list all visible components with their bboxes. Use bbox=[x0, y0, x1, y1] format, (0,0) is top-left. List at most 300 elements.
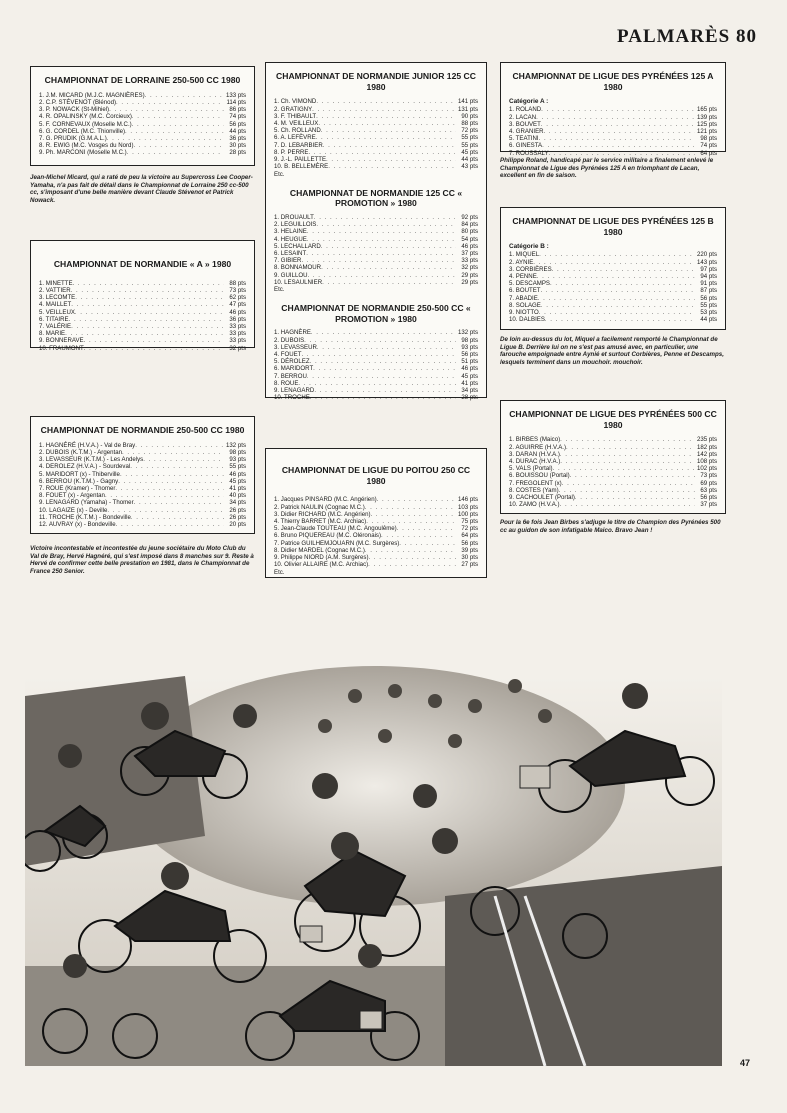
rider-name: 9. BONNERAVE bbox=[39, 337, 84, 345]
rider-points: 73 pts bbox=[700, 472, 717, 480]
rider-points: 44 pts bbox=[461, 156, 478, 164]
dot-leader bbox=[75, 309, 224, 316]
dot-leader bbox=[570, 472, 695, 479]
dot-leader bbox=[308, 272, 456, 279]
rider-points: 88 pts bbox=[461, 120, 478, 128]
rider-points: 98 pts bbox=[700, 135, 717, 143]
standings-row bbox=[509, 436, 717, 443]
standings-row bbox=[274, 106, 478, 113]
dot-leader bbox=[65, 330, 224, 337]
rider-name: 10. Olivier ALLAIRE (M.C. Archiac) bbox=[274, 561, 369, 569]
pyr125a-caption: Philippe Roland, handicapé par le service militaire a finalement enlevé le Championnat de Ligue des Pyrénées 125 A en triomphant de Lacan, excellent en fin de saison. bbox=[500, 157, 714, 180]
standings-row bbox=[39, 456, 246, 463]
dot-leader bbox=[109, 106, 224, 113]
dot-leader bbox=[312, 106, 456, 113]
standings-row bbox=[509, 150, 717, 157]
rider-name: 1. MINETTE bbox=[39, 279, 73, 287]
pyr125a-title: CHAMPIONNAT DE LIGUE DES PYRÉNÉES 125 A 1980 bbox=[512, 71, 714, 92]
rider-name: 2. AGUIRRE (H.V.A.) bbox=[509, 443, 567, 451]
rider-points: 80 pts bbox=[461, 228, 478, 236]
rider-points: 86 pts bbox=[229, 106, 246, 114]
rider-points: 47 pts bbox=[229, 301, 246, 309]
rider-name: 4. GRANIER bbox=[509, 128, 544, 136]
rider-name: 6. BERROU (K.T.M.) - Gagny bbox=[39, 477, 119, 485]
rider-name: 10. ZAMO (H.V.A.) bbox=[509, 501, 560, 509]
rider-name: 6. TITAIRE bbox=[39, 315, 69, 323]
rider-name: 3. LECOMTE bbox=[39, 294, 76, 302]
dot-leader bbox=[365, 504, 456, 511]
dot-leader bbox=[321, 127, 456, 134]
dot-leader bbox=[316, 98, 456, 105]
standings-row bbox=[39, 449, 246, 456]
standings-row bbox=[274, 365, 478, 372]
rider-name: 3. BOUVET bbox=[509, 120, 541, 128]
rider-name: 5. TEATINI bbox=[509, 135, 539, 143]
standings-row bbox=[274, 394, 478, 401]
standings-row bbox=[274, 547, 478, 554]
dot-leader bbox=[71, 323, 224, 330]
standings-row bbox=[274, 120, 478, 127]
rider-name: 10. LESAULNIER bbox=[274, 278, 323, 286]
rider-points: 44 pts bbox=[700, 316, 717, 324]
rider-name: 8. R. EWIG (M.C. Vosges du Nord) bbox=[39, 142, 134, 150]
dot-leader bbox=[560, 436, 695, 443]
dot-leader bbox=[131, 514, 224, 521]
rider-name: 4. Thierry BARRET (M.C. Archiac) bbox=[274, 518, 367, 526]
rider-name: 2. VATTIER bbox=[39, 286, 71, 294]
rider-points: 55 pts bbox=[229, 463, 246, 471]
rider-name: 6. BOUTET bbox=[509, 287, 541, 295]
rider-points: 56 pts bbox=[229, 120, 246, 128]
rider-name: 8. Didier MARDEL (Cognac M.C.) bbox=[274, 546, 365, 554]
rider-name: 7. ROUSSALY bbox=[509, 149, 549, 157]
normandie-junior-title: CHAMPIONNAT DE NORMANDIE JUNIOR 125 CC 1980 bbox=[276, 71, 476, 92]
rider-name: 5. Ch. ROLLAND bbox=[274, 127, 321, 135]
standings-row bbox=[39, 309, 246, 316]
rider-points: 33 pts bbox=[229, 330, 246, 338]
pyr500-title: CHAMPIONNAT DE LIGUE DES PYRÉNÉES 500 CC 1980 bbox=[509, 409, 717, 430]
standings-row bbox=[39, 280, 246, 287]
rider-name: 3. LEVASSEUR (K.T.M.) - Les Andelys bbox=[39, 456, 144, 464]
dot-leader bbox=[84, 345, 224, 352]
rider-name: 5. VALS (Portal) bbox=[509, 465, 553, 473]
rider-points: 37 pts bbox=[461, 249, 478, 257]
dot-leader bbox=[122, 449, 224, 456]
rider-points: 182 pts bbox=[697, 443, 717, 451]
dot-leader bbox=[560, 458, 695, 465]
dot-leader bbox=[71, 301, 224, 308]
rider-name: 7. GIBIER bbox=[274, 257, 302, 265]
rider-name: 7. ABADIE bbox=[509, 294, 538, 302]
standings-row bbox=[39, 287, 246, 294]
dot-leader bbox=[69, 316, 224, 323]
rider-points: 28 pts bbox=[229, 149, 246, 157]
rider-name: 6. Bruno PIQUEREAU (M.C. Oléronais) bbox=[274, 532, 382, 540]
standings-row bbox=[509, 251, 717, 258]
rider-points: 114 pts bbox=[226, 98, 246, 106]
dot-leader bbox=[75, 294, 224, 301]
rider-points: 63 pts bbox=[700, 486, 717, 494]
standings-row bbox=[274, 163, 478, 170]
dot-leader bbox=[371, 511, 456, 518]
rider-points: 103 pts bbox=[458, 503, 478, 511]
dot-leader bbox=[310, 394, 456, 401]
standings-row bbox=[274, 98, 478, 105]
standings-row bbox=[39, 128, 246, 135]
dot-leader bbox=[544, 128, 695, 135]
dot-leader bbox=[552, 266, 695, 273]
rider-name: 1. HAGNÉRÉ (H.V.A.) - Val de Bray bbox=[39, 441, 136, 449]
standings-row bbox=[39, 471, 246, 478]
dot-leader bbox=[127, 149, 224, 156]
normandie-250-rows bbox=[39, 442, 246, 528]
dot-leader bbox=[559, 487, 695, 494]
dot-leader bbox=[537, 273, 695, 280]
dot-leader bbox=[145, 92, 224, 99]
rider-name: 8. MARIE bbox=[39, 330, 66, 338]
rider-name: 3. LEVASSEUR bbox=[274, 343, 317, 351]
standings-row bbox=[509, 287, 717, 294]
rider-points: 88 pts bbox=[229, 279, 246, 287]
rider-points: 56 pts bbox=[700, 294, 717, 302]
rider-points: 72 pts bbox=[461, 525, 478, 533]
rider-name: 10. FRAUMONT bbox=[39, 344, 84, 352]
standings-row bbox=[509, 273, 717, 280]
dot-leader bbox=[120, 471, 224, 478]
dot-leader bbox=[328, 163, 456, 170]
rider-name: 3. Didier RICHARD (M.C. Angérien) bbox=[274, 510, 371, 518]
standings-row bbox=[509, 259, 717, 266]
rider-points: 64 pts bbox=[461, 532, 478, 540]
dot-leader bbox=[107, 135, 224, 142]
standings-row bbox=[509, 444, 717, 451]
dot-leader bbox=[316, 221, 456, 228]
standings-row bbox=[274, 214, 478, 221]
dot-leader bbox=[539, 309, 695, 316]
rider-points: 28 pts bbox=[461, 394, 478, 402]
dot-leader bbox=[134, 499, 224, 506]
rider-points: 98 pts bbox=[461, 336, 478, 344]
rider-name: 6. LESAINT bbox=[274, 249, 307, 257]
dot-leader bbox=[541, 287, 696, 294]
standings-row bbox=[274, 134, 478, 141]
standings-row bbox=[274, 344, 478, 351]
standings-row bbox=[39, 323, 246, 330]
rider-points: 125 pts bbox=[697, 120, 717, 128]
rider-points: 26 pts bbox=[229, 513, 246, 521]
rider-name: 5. Jean-Claude TOUTEAU (M.C. Angoulême) bbox=[274, 525, 397, 533]
standings-row bbox=[274, 504, 478, 511]
dot-leader bbox=[304, 337, 456, 344]
rider-points: 33 pts bbox=[229, 337, 246, 345]
normandie-junior-table bbox=[265, 62, 487, 402]
standings-row bbox=[39, 92, 246, 99]
standings-row bbox=[39, 442, 246, 449]
standings-row bbox=[509, 128, 717, 135]
rider-points: 45 pts bbox=[461, 148, 478, 156]
standings-row bbox=[509, 451, 717, 458]
standings-row bbox=[274, 156, 478, 163]
dot-leader bbox=[135, 442, 224, 449]
rider-points: 100 pts bbox=[458, 510, 478, 518]
dot-leader bbox=[542, 142, 695, 149]
standings-row bbox=[274, 561, 478, 568]
standings-row bbox=[39, 135, 246, 142]
standings-row bbox=[274, 380, 478, 387]
rider-points: 91 pts bbox=[700, 280, 717, 288]
standings-row bbox=[39, 316, 246, 323]
lorraine-rows bbox=[39, 92, 246, 157]
standings-row bbox=[509, 487, 717, 494]
rider-points: 46 pts bbox=[461, 242, 478, 250]
dot-leader bbox=[566, 444, 695, 451]
standings-row bbox=[509, 501, 717, 508]
normandie-a-title: CHAMPIONNAT DE NORMANDIE « A » 1980 bbox=[53, 259, 232, 269]
dot-leader bbox=[536, 114, 695, 121]
standings-row bbox=[509, 316, 717, 323]
standings-row bbox=[39, 485, 246, 492]
rider-points: 34 pts bbox=[229, 499, 246, 507]
dot-leader bbox=[107, 507, 224, 514]
rider-name: 8. BONNAMOUR bbox=[274, 264, 322, 272]
pyr125b-category: Catégorie B : bbox=[509, 243, 549, 251]
poitou-rows bbox=[274, 496, 478, 568]
dot-leader bbox=[322, 279, 456, 286]
dot-leader bbox=[301, 257, 456, 264]
rider-points: 45 pts bbox=[461, 372, 478, 380]
standings-row bbox=[509, 121, 717, 128]
rider-name: 7. Patrice GUILHEMJOUARN (M.C. Surgères) bbox=[274, 539, 400, 547]
normandie-250-caption: Victoire incontestable et incontestée du jeune sociétaire du Moto Club du Val de Bray, Hervé Hagnéré, qui s'est imposé dans 8 manches sur 9. Reste à Hervé de confirmer cette belle prestation en 1981, dans le Championnat de France 250 Senior. bbox=[30, 545, 254, 575]
rider-name: 8. COSTES (Yam) bbox=[509, 486, 559, 494]
rider-points: 33 pts bbox=[229, 322, 246, 330]
promo250-title: CHAMPIONNAT DE NORMANDIE 250-500 CC « PROMOTION » 1980 bbox=[281, 303, 471, 324]
rider-name: 10. LAGAIZE (x) - Deville bbox=[39, 506, 108, 514]
rider-points: 94 pts bbox=[700, 273, 717, 281]
standings-row bbox=[509, 494, 717, 501]
rider-points: 93 pts bbox=[461, 343, 478, 351]
rider-points: 36 pts bbox=[229, 134, 246, 142]
motocross-photo-collage bbox=[25, 636, 722, 1066]
rider-points: 56 pts bbox=[461, 351, 478, 359]
rider-points: 41 pts bbox=[229, 484, 246, 492]
dot-leader bbox=[125, 128, 224, 135]
pyr125a-category: Catégorie A : bbox=[509, 98, 549, 106]
standings-row bbox=[274, 532, 478, 539]
rider-points: 75 pts bbox=[461, 518, 478, 526]
standings-row bbox=[509, 480, 717, 487]
dot-leader bbox=[311, 329, 456, 336]
dot-leader bbox=[562, 480, 695, 487]
rider-name: 9. CACHOULET (Portal) bbox=[509, 494, 575, 502]
rider-name: 1. J.M. MICARD (M.J.C. MAGNIÈRES) bbox=[39, 91, 145, 99]
standings-row bbox=[39, 149, 246, 156]
rider-points: 133 pts bbox=[226, 91, 246, 99]
rider-name: 9. GUILLOU bbox=[274, 271, 308, 279]
rider-points: 44 pts bbox=[229, 127, 246, 135]
rider-points: 32 pts bbox=[461, 264, 478, 272]
dot-leader bbox=[71, 287, 224, 294]
rider-points: 220 pts bbox=[697, 251, 717, 259]
rider-name: 8. FOUET (x) - Argentan bbox=[39, 492, 105, 500]
rider-name: 5. LECHALLARD bbox=[274, 242, 321, 250]
dot-leader bbox=[115, 485, 224, 492]
standings-row bbox=[274, 113, 478, 120]
rider-name: 11. TROCHE (K.T.M.) - Bondeville bbox=[39, 513, 131, 521]
promo125-title: CHAMPIONNAT DE NORMANDIE 125 CC « PROMOTION » 1980 bbox=[289, 187, 463, 209]
standings-row bbox=[39, 294, 246, 301]
rider-points: 74 pts bbox=[229, 113, 246, 121]
poitou-title: CHAMPIONNAT DE LIGUE DU POITOU 250 CC 1980 bbox=[281, 465, 471, 486]
rider-name: 4. FOUET bbox=[274, 351, 302, 359]
pyr125b-rows bbox=[509, 251, 717, 323]
standings-row bbox=[274, 496, 478, 503]
standings-row bbox=[39, 463, 246, 470]
pyr125a-rows bbox=[509, 106, 717, 156]
rider-name: 3. P. NOWACK (St-Mihiel) bbox=[39, 106, 110, 114]
dot-leader bbox=[317, 344, 456, 351]
normandie-250-table bbox=[30, 416, 255, 534]
rider-points: 97 pts bbox=[700, 265, 717, 273]
dot-leader bbox=[313, 365, 456, 372]
dot-leader bbox=[105, 492, 224, 499]
lorraine-title: CHAMPIONNAT DE LORRAINE 250-500 CC 1980 bbox=[44, 75, 241, 85]
rider-points: 108 pts bbox=[697, 458, 717, 466]
rider-name: 3. CORBIÈRES bbox=[509, 265, 552, 273]
rider-name: 4. DEROLEZ (H.V.A.) - Sourdeval bbox=[39, 463, 131, 471]
dot-leader bbox=[545, 316, 695, 323]
dot-leader bbox=[316, 113, 456, 120]
standings-row bbox=[274, 221, 478, 228]
normandie-junior-rows bbox=[274, 98, 478, 170]
rider-points: 46 pts bbox=[461, 365, 478, 373]
dot-leader bbox=[321, 264, 456, 271]
standings-row bbox=[39, 106, 246, 113]
rider-points: 64 pts bbox=[700, 149, 717, 157]
rider-points: 132 pts bbox=[226, 441, 246, 449]
rider-name: 2. DUBOIS (K.T.M.) - Argentan bbox=[39, 448, 122, 456]
rider-name: 2. LACAN bbox=[509, 113, 537, 121]
dot-leader bbox=[533, 259, 695, 266]
normandie-a-rows bbox=[39, 280, 246, 352]
standings-row bbox=[39, 121, 246, 128]
pyr125a-table bbox=[500, 62, 726, 157]
rider-name: 4. M. VEILLEUX bbox=[274, 120, 319, 128]
rider-points: 51 pts bbox=[461, 358, 478, 366]
dot-leader bbox=[377, 496, 456, 503]
rider-name: 2. C.P. STÉVENOT (Blénod) bbox=[39, 98, 116, 106]
rider-points: 102 pts bbox=[697, 465, 717, 473]
dot-leader bbox=[133, 142, 224, 149]
rider-name: 5. F. CORNEVAUX (Moselle M.C.) bbox=[39, 120, 132, 128]
rider-name: 9. LENAGARD bbox=[274, 387, 315, 395]
dot-leader bbox=[307, 228, 456, 235]
dot-leader bbox=[541, 121, 695, 128]
rider-name: 6. A. LEFÈVRE bbox=[274, 134, 316, 142]
dot-leader bbox=[132, 121, 224, 128]
rider-name: 9. J.-L. PAILLETTE bbox=[274, 156, 327, 164]
rider-name: 3. DARAN (H.V.A.) bbox=[509, 450, 560, 458]
standings-row bbox=[39, 301, 246, 308]
rider-points: 132 pts bbox=[458, 329, 478, 337]
dot-leader bbox=[298, 380, 456, 387]
rider-name: 1. Ch. VIMOND bbox=[274, 98, 317, 106]
standings-row bbox=[39, 492, 246, 499]
dot-leader bbox=[84, 337, 224, 344]
standings-row bbox=[274, 329, 478, 336]
normandie-250-title: CHAMPIONNAT DE NORMANDIE 250-500 CC 1980 bbox=[40, 425, 245, 435]
standings-row bbox=[509, 142, 717, 149]
rider-points: 55 pts bbox=[461, 141, 478, 149]
standings-row bbox=[39, 113, 246, 120]
rider-points: 73 pts bbox=[229, 286, 246, 294]
dot-leader bbox=[397, 525, 456, 532]
standings-row bbox=[274, 127, 478, 134]
standings-row bbox=[39, 507, 246, 514]
standings-row bbox=[274, 518, 478, 525]
rider-points: 34 pts bbox=[461, 387, 478, 395]
rider-name: 7. D. LEBARBIER bbox=[274, 141, 323, 149]
rider-points: 46 pts bbox=[229, 308, 246, 316]
standings-row bbox=[39, 345, 246, 352]
rider-points: 131 pts bbox=[458, 105, 478, 113]
rider-points: 40 pts bbox=[229, 492, 246, 500]
rider-points: 39 pts bbox=[461, 546, 478, 554]
dot-leader bbox=[116, 521, 224, 528]
dot-leader bbox=[308, 149, 456, 156]
dot-leader bbox=[143, 456, 224, 463]
rider-points: 142 pts bbox=[697, 450, 717, 458]
pyr125b-title: CHAMPIONNAT DE LIGUE DES PYRÉNÉES 125 B 1980 bbox=[512, 216, 714, 237]
dot-leader bbox=[368, 554, 456, 561]
normandie-a-table bbox=[30, 240, 255, 352]
standings-row bbox=[39, 142, 246, 149]
dot-leader bbox=[538, 295, 695, 302]
rider-points: 33 pts bbox=[461, 257, 478, 265]
standings-row bbox=[509, 465, 717, 472]
dot-leader bbox=[321, 243, 456, 250]
dot-leader bbox=[301, 351, 456, 358]
standings-row bbox=[509, 472, 717, 479]
standings-row bbox=[39, 514, 246, 521]
standings-row bbox=[274, 351, 478, 358]
rider-name: 4. MAILLET bbox=[39, 301, 72, 309]
rider-name: 5. DÉROLEZ bbox=[274, 358, 310, 366]
rider-name: 1. BIRBES (Maico) bbox=[509, 436, 561, 444]
rider-name: 5. DESCAMPS bbox=[509, 280, 550, 288]
rider-name: 2. LEGUILLOIS bbox=[274, 221, 317, 229]
rider-name: 6. G. CORDEL (M.C. Thionville) bbox=[39, 127, 126, 135]
pyr125b-caption: De loin au-dessus du lot, Miquel a facilement remporté le Championnat de Ligue B. Derrière lui on ne s'est pas amusé avec, en particulier, une farouche empoignade entre Aynié et surtout Corbières, Penne et Descamps, lesquels terminent dans un mouchoir. mouchoir. bbox=[500, 336, 724, 366]
rider-name: 1. Jacques PINSARD (M.C. Angérien) bbox=[274, 496, 377, 504]
dot-leader bbox=[130, 463, 224, 470]
rider-name: 9. NIOTTO bbox=[509, 309, 539, 317]
rider-name: 4. HEUGUE bbox=[274, 235, 307, 243]
rider-name: 7. ROUE (Kramer) - Thomer bbox=[39, 484, 116, 492]
standings-row bbox=[39, 499, 246, 506]
poitou-table bbox=[265, 448, 487, 578]
rider-points: 62 pts bbox=[229, 294, 246, 302]
rider-name: 4. R. OPALINSKY (M.C. Corcieux) bbox=[39, 113, 132, 121]
standings-row bbox=[509, 280, 717, 287]
standings-row bbox=[509, 458, 717, 465]
rider-name: 3. HELAINE bbox=[274, 228, 307, 236]
rider-points: 93 pts bbox=[229, 456, 246, 464]
standings-row bbox=[509, 106, 717, 113]
standings-row bbox=[274, 228, 478, 235]
rider-points: 37 pts bbox=[700, 501, 717, 509]
dot-leader bbox=[365, 547, 456, 554]
